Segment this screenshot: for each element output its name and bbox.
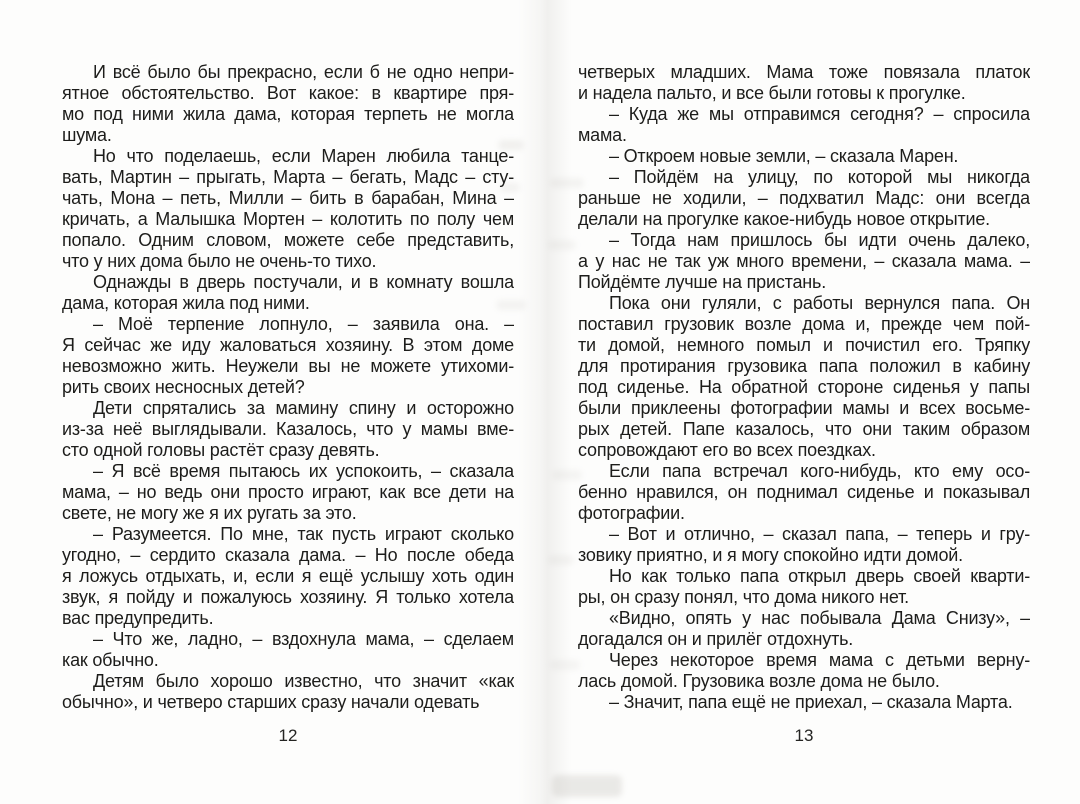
text-line: обычно», и четверо старших сразу начали одевать <box>62 692 480 712</box>
text-line: мама. <box>578 125 627 145</box>
text-line: делали на прогулке какое-нибудь новое открытие. <box>578 209 990 229</box>
text-line: мама, – но ведь они просто играют, как все дети на <box>62 482 514 502</box>
text-line: мо под ними жила дама, которая терпеть не могла <box>62 104 514 124</box>
text-line: – Что же, ладно, – вздохнула мама, – сделаем <box>93 629 514 649</box>
text-line: – Пойдём на улицу, по которой мы никогда <box>609 167 1030 187</box>
text-line: Но что поделаешь, если Марен любила танце- <box>93 146 514 166</box>
text-line: как обычно. <box>62 650 159 670</box>
page-number-left: 12 <box>278 726 298 745</box>
text-line: вас предупредить. <box>62 608 214 628</box>
showthrough-smudge <box>550 660 580 670</box>
text-line: ти домой, немного помыл и почистил его. Тряпку <box>578 335 1030 355</box>
right-page-text <box>578 62 1030 713</box>
gutter-bottom-smudge <box>552 775 622 797</box>
text-line: дама, которая жила под ними. <box>62 293 310 313</box>
text-line: раньше не ходили, – подхватил Мадс: они всегда <box>578 188 1030 208</box>
text-line: – Куда же мы отправимся сегодня? – спросила <box>609 104 1030 124</box>
text-line: зовику приятно, и я могу спокойно идти домой. <box>578 545 963 565</box>
text-line: ры, он сразу понял, что дома никого нет. <box>578 587 909 607</box>
text-line: Но как только папа открыл дверь своей кварти- <box>609 566 1030 586</box>
text-line: – Моё терпение лопнуло, – заявила она. – <box>93 314 514 334</box>
text-line: шума. <box>62 125 112 145</box>
text-line: вать, Мартин – прыгать, Марта – бегать, Мадс – сту- <box>62 167 514 187</box>
text-line: Дети спрятались за мамину спину и осторожно <box>93 398 514 418</box>
text-line: фотографии. <box>578 503 685 523</box>
text-line: лась домой. Грузовика возле дома не было. <box>578 671 940 691</box>
text-line: были приклеены фотографии мамы и всех восьме- <box>578 398 1030 418</box>
text-line: из-за неё выглядывали. Казалось, что у мамы вме- <box>62 419 514 439</box>
text-line: и надела пальто, и все были готовы к прогулке. <box>578 83 966 103</box>
text-line: невозможно жить. Неужели вы не можете утихоми- <box>62 356 514 376</box>
text-line: – Значит, папа ещё не приехал, – сказала Марта. <box>609 692 1013 712</box>
showthrough-smudge <box>548 240 576 250</box>
text-line: что у них дома было не очень-то тихо. <box>62 251 377 271</box>
showthrough-smudge <box>548 555 574 565</box>
left-page-text <box>62 62 514 713</box>
text-line: Детям было хорошо известно, что значит «как <box>93 671 514 691</box>
text-line: а у нас не так уж много времени, – сказала мама. – <box>578 251 1030 271</box>
text-line: Если папа встречал кого-нибудь, кто ему осо- <box>609 461 1030 481</box>
text-line: – Я всё время пытаюсь их успокоить, – сказала <box>93 461 514 481</box>
text-line: рых детей. Папе казалось, что они таким образом <box>578 419 1030 439</box>
text-line: я ложусь отдыхать, и, если я ещё услышу хоть один <box>62 566 514 586</box>
text-line: – Вот и отлично, – сказал папа, – теперь и гру- <box>609 524 1030 544</box>
text-line: И всё было бы прекрасно, если б не одно непри- <box>93 62 514 82</box>
text-line: «Видно, опять у нас побывала Дама Снизу», – <box>609 608 1030 628</box>
text-line: Через некоторое время мама с детьми верну- <box>609 650 1030 670</box>
text-line: под сиденье. На обратной стороне сиденья у папы <box>578 377 1030 397</box>
text-line: – Откроем новые земли, – сказала Марен. <box>609 146 959 166</box>
text-line: – Тогда нам пришлось бы идти очень далеко, <box>609 230 1030 250</box>
text-line: Я сейчас же иду жаловаться хозяину. В этом доме <box>62 335 514 355</box>
text-line: рить своих несносных детей? <box>62 377 305 397</box>
text-line: – Разумеется. По мне, так пусть играют сколько <box>93 524 514 544</box>
text-line: свете, не могу же я их ругать за это. <box>62 503 357 523</box>
text-line: для протирания грузовика папа положил в кабину <box>578 356 1030 376</box>
text-line: сто одной головы растёт сразу девять. <box>62 440 380 460</box>
text-line: четверых младших. Мама тоже повязала платок <box>578 62 1030 82</box>
text-line: угодно, – сердито сказала дама. – Но после обеда <box>62 545 514 565</box>
text-line: Пока они гуляли, с работы вернулся папа. Он <box>609 293 1030 313</box>
text-line: чать, Мона – петь, Милли – бить в барабан, Мина – <box>62 188 514 208</box>
page-gutter-shadow <box>518 0 572 804</box>
text-line: бенно нравился, он поднимал сиденье и показывал <box>578 482 1030 502</box>
page-number-right: 13 <box>794 726 814 745</box>
text-line: поставил грузовик возле дома и, прежде чем пой- <box>578 314 1030 334</box>
text-line: звук, я пойду и пожалуюсь хозяину. Я только хотела <box>62 587 514 607</box>
text-line: кричать, а Малышка Мортен – колотить по полу чем <box>62 209 514 229</box>
text-line: ятное обстоятельство. Вот какое: в квартире пря- <box>62 83 514 103</box>
text-line: Пойдёмте лучше на пристань. <box>578 272 827 292</box>
text-line: попало. Одним словом, можете себе представить, <box>62 230 514 250</box>
text-line: сопровождают его во всех поездках. <box>578 440 876 460</box>
text-line: Однажды в дверь постучали, и в комнату вошла <box>93 272 514 292</box>
text-line: догадался он и прилёг отдохнуть. <box>578 629 854 649</box>
